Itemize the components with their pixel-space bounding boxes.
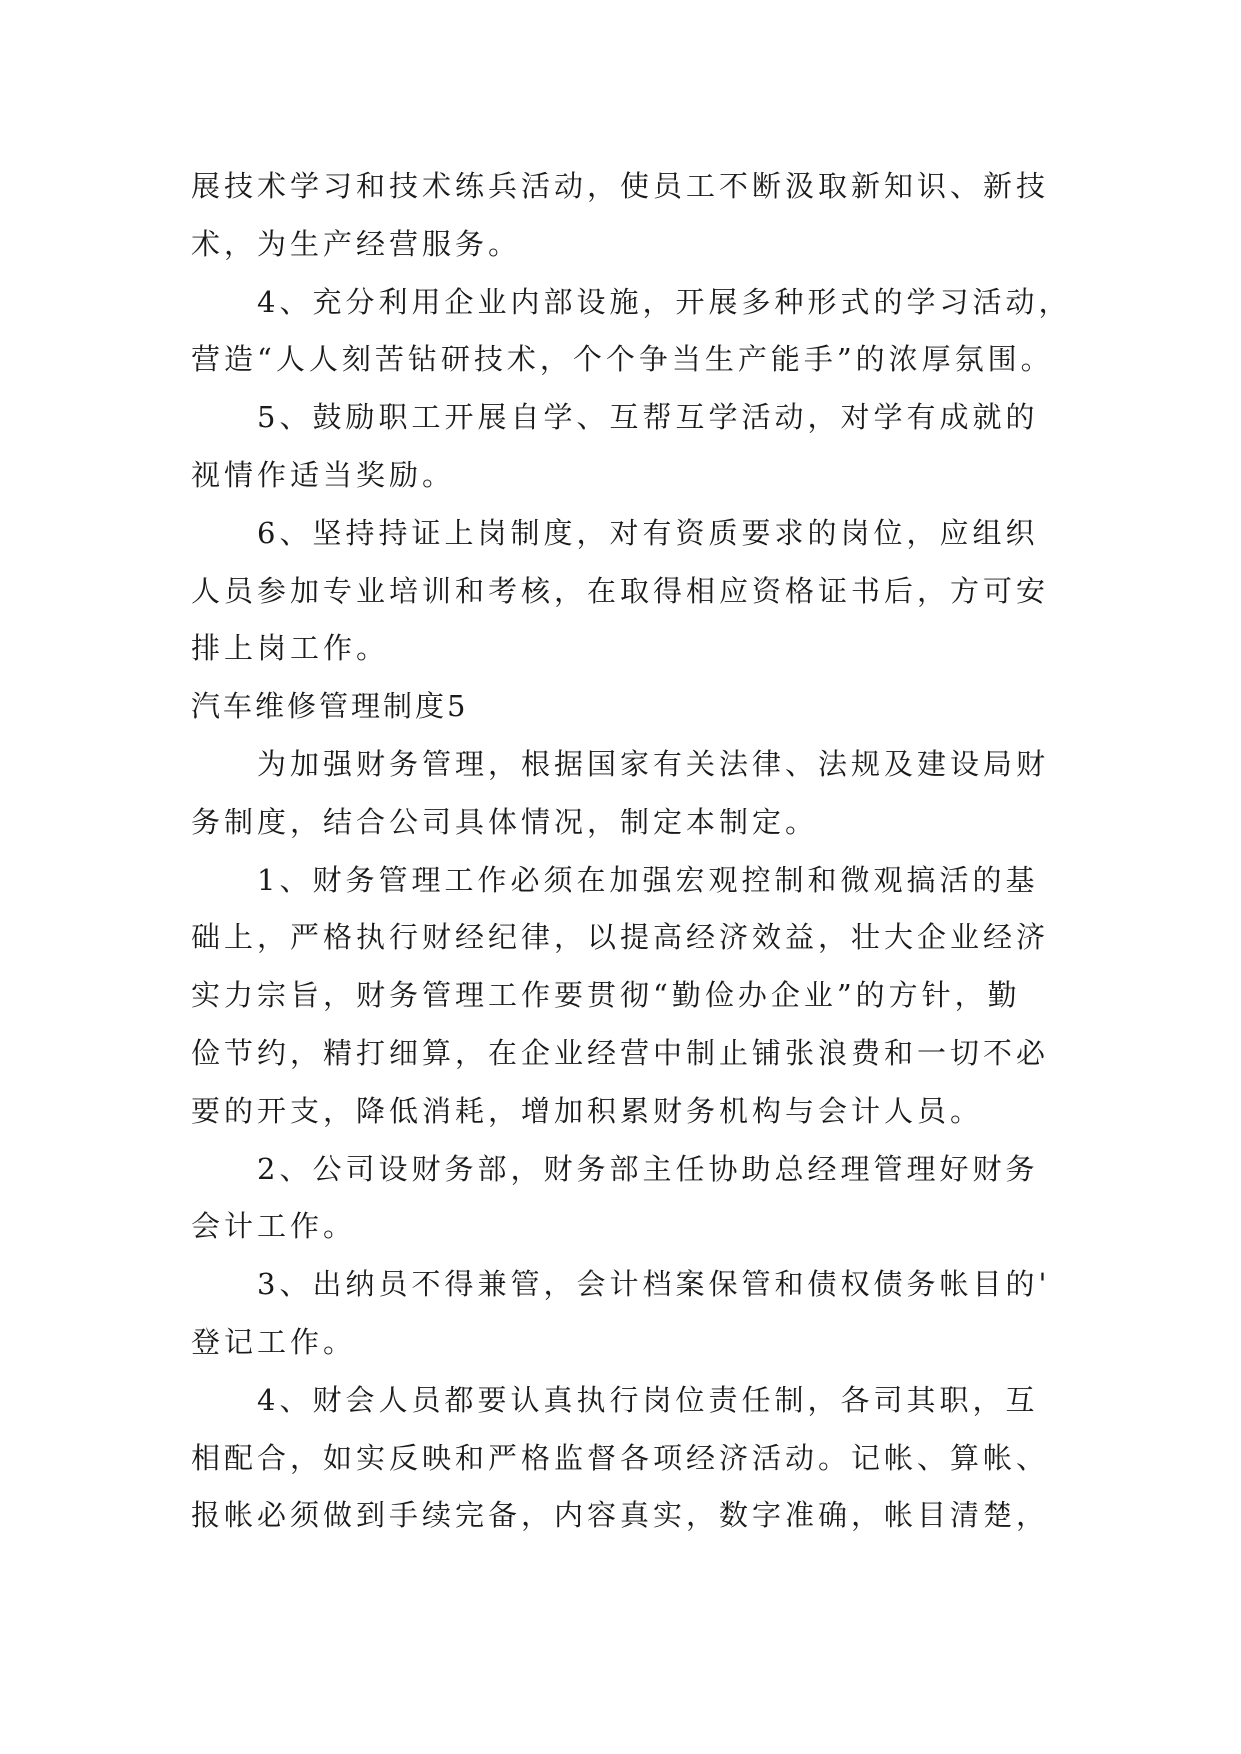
text-line: 人员参加专业培训和考核，在取得相应资格证书后，方可安	[191, 573, 1050, 608]
text-line: 术，为生产经营服务。	[191, 226, 522, 261]
text-line: 登记工作。	[191, 1324, 357, 1359]
text-line: 会计工作。	[191, 1209, 357, 1244]
text-line: 务制度，结合公司具体情况，制定本制定。	[191, 804, 819, 839]
text-line: 5、鼓励职工开展自学、互帮互学活动，对学有成就的	[257, 400, 1039, 435]
text-line: 为加强财务管理，根据国家有关法律、法规及建设局财	[257, 746, 1050, 781]
text-line: 视情作适当奖励。	[191, 457, 456, 492]
text-line: 报帐必须做到手续完备，内容真实，数字准确，帐目清楚，	[191, 1498, 1050, 1533]
text-line: 要的开支，降低消耗，增加积累财务机构与会计人员。	[191, 1093, 984, 1128]
text-line: 相配合，如实反映和严格监督各项经济活动。记帐、算帐、	[191, 1440, 1050, 1475]
text-line: 排上岗工作。	[191, 631, 390, 666]
text-line: 营造“人人刻苦钻研技术，个个争当生产能手”的浓厚氛围。	[191, 342, 1054, 377]
text-line: 3、出纳员不得兼管，会计档案保管和债权债务帐目的'	[257, 1267, 1051, 1302]
text-line: 6、坚持持证上岗制度，对有资质要求的岗位，应组织	[257, 515, 1039, 550]
text-line: 础上，严格执行财经纪律，以提高经济效益，壮大企业经济	[191, 920, 1050, 955]
document-body	[191, 158, 1072, 1545]
text-line: 4、财会人员都要认真执行岗位责任制，各司其职，互	[257, 1382, 1039, 1417]
text-line: 1、财务管理工作必须在加强宏观控制和微观搞活的基	[257, 862, 1039, 897]
text-line: 俭节约，精打细算，在企业经营中制止铺张浪费和一切不必	[191, 1035, 1050, 1070]
text-line: 2、公司设财务部，财务部主任协助总经理管理好财务	[257, 1151, 1039, 1186]
section-heading: 汽车维修管理制度5	[191, 689, 469, 724]
text-line: 展技术学习和技术练兵活动，使员工不断汲取新知识、新技	[191, 169, 1050, 203]
text-line: 4、充分利用企业内部设施，开展多种形式的学习活动，	[257, 284, 1072, 319]
text-line: 实力宗旨，财务管理工作要贯彻“勤俭办企业”的方针，勤	[191, 978, 1021, 1013]
